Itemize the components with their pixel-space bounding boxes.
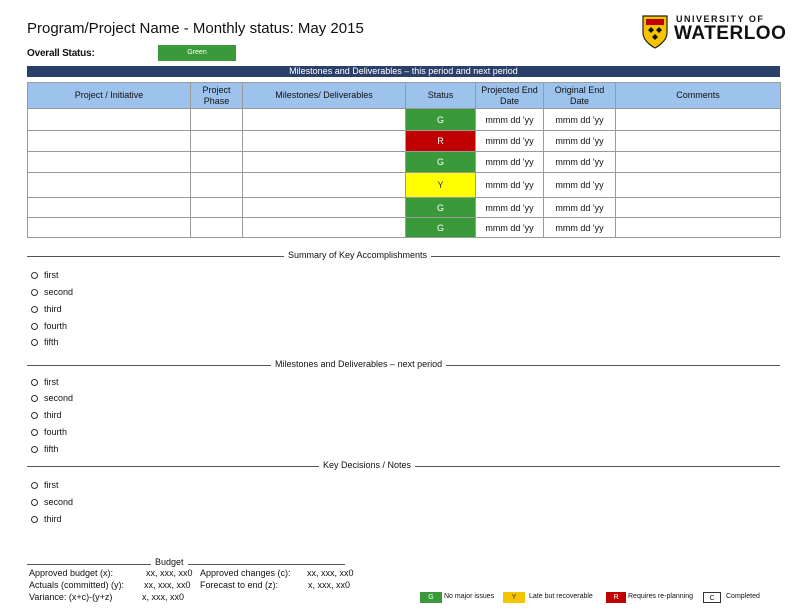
status-cell: G — [406, 152, 476, 173]
list-item: first — [31, 270, 59, 280]
column-header: Comments — [616, 83, 781, 109]
approved-changes-label: Approved changes (c): — [200, 568, 291, 578]
projected-date: mmm dd 'yy — [476, 173, 544, 198]
bullet-circle-icon — [31, 306, 38, 313]
status-cell: G — [406, 109, 476, 131]
bullet-circle-icon — [31, 429, 38, 436]
project-cell[interactable] — [28, 218, 191, 238]
list-item: third — [31, 304, 62, 314]
column-header: Status — [406, 83, 476, 109]
project-cell[interactable] — [28, 152, 191, 173]
list-item: fourth — [31, 321, 67, 331]
list-item: first — [31, 480, 59, 490]
approved-changes-value: xx, xxx, xx0 — [307, 568, 354, 578]
shield-crest-icon — [642, 15, 668, 49]
bullet-circle-icon — [31, 412, 38, 419]
project-cell[interactable] — [28, 109, 191, 131]
status-cell: G — [406, 198, 476, 218]
phase-cell[interactable] — [191, 109, 243, 131]
projected-date: mmm dd 'yy — [476, 131, 544, 152]
legend-completed-label: Completed — [726, 593, 760, 600]
comments-cell[interactable] — [616, 131, 781, 152]
list-item: fifth — [31, 337, 59, 347]
status-cell: G — [406, 218, 476, 238]
phase-cell[interactable] — [191, 131, 243, 152]
milestone-cell[interactable] — [243, 198, 406, 218]
status-cell: R — [406, 131, 476, 152]
legend-yellow-label: Late but recoverable — [529, 593, 593, 600]
bullet-circle-icon — [31, 395, 38, 402]
column-header: Original End Date — [544, 83, 616, 109]
milestone-cell[interactable] — [243, 131, 406, 152]
bullet-circle-icon — [31, 379, 38, 386]
milestones-table — [27, 82, 781, 238]
table-row — [28, 109, 781, 131]
forecast-label: Forecast to end (z): — [200, 580, 279, 590]
milestone-cell[interactable] — [243, 152, 406, 173]
list-item: third — [31, 514, 62, 524]
accomplishments-title: Summary of Key Accomplishments — [284, 250, 431, 260]
university-logo — [640, 14, 787, 50]
original-date: mmm dd 'yy — [544, 218, 616, 238]
bullet-circle-icon — [31, 482, 38, 489]
table-row — [28, 198, 781, 218]
project-cell[interactable] — [28, 131, 191, 152]
project-cell[interactable] — [28, 198, 191, 218]
milestone-cell[interactable] — [243, 218, 406, 238]
table-row — [28, 173, 781, 198]
page-title: Program/Project Name - Monthly status: May 2015 — [27, 20, 364, 37]
list-item: second — [31, 497, 73, 507]
phase-cell[interactable] — [191, 218, 243, 238]
phase-cell[interactable] — [191, 198, 243, 218]
overall-status-label: Overall Status: — [27, 48, 95, 59]
legend-red-swatch: R — [606, 592, 626, 603]
milestones-band: Milestones and Deliverables – this period and next period — [27, 66, 780, 77]
legend-yellow-swatch: Y — [503, 592, 525, 603]
column-header: Projected End Date — [476, 83, 544, 109]
list-item: second — [31, 393, 73, 403]
list-item: fourth — [31, 427, 67, 437]
projected-date: mmm dd 'yy — [476, 109, 544, 131]
bullet-circle-icon — [31, 446, 38, 453]
table-row — [28, 152, 781, 173]
project-cell[interactable] — [28, 173, 191, 198]
legend-green-swatch: G — [420, 592, 442, 603]
bullet-circle-icon — [31, 272, 38, 279]
bullet-circle-icon — [31, 499, 38, 506]
projected-date: mmm dd 'yy — [476, 152, 544, 173]
bullet-circle-icon — [31, 516, 38, 523]
bullet-circle-icon — [31, 339, 38, 346]
comments-cell[interactable] — [616, 218, 781, 238]
budget-title: Budget — [151, 557, 188, 567]
original-date: mmm dd 'yy — [544, 131, 616, 152]
original-date: mmm dd 'yy — [544, 173, 616, 198]
logo-text-university: UNIVERSITY OF — [676, 14, 765, 24]
table-row — [28, 131, 781, 152]
decisions-title: Key Decisions / Notes — [319, 460, 415, 470]
forecast-value: x, xxx, xx0 — [308, 580, 351, 590]
variance-label: Variance: (x+c)-(y+z) — [29, 592, 113, 602]
column-header: Project Phase — [191, 83, 243, 109]
projected-date: mmm dd 'yy — [476, 218, 544, 238]
logo-text-waterloo: WATERLOO — [674, 23, 787, 44]
table-row — [28, 218, 781, 238]
legend-green-label: No major issues — [444, 593, 495, 600]
overall-status-badge: Green — [158, 45, 236, 61]
actuals-value: xx, xxx, xx0 — [144, 580, 191, 590]
legend-completed-swatch: C — [703, 592, 721, 603]
actuals-label: Actuals (committed) (y): — [29, 580, 125, 590]
column-header: Milestones/ Deliverables — [243, 83, 406, 109]
list-item: third — [31, 410, 62, 420]
phase-cell[interactable] — [191, 152, 243, 173]
bullet-circle-icon — [31, 323, 38, 330]
phase-cell[interactable] — [191, 173, 243, 198]
column-header: Project / Initiative — [28, 83, 191, 109]
original-date: mmm dd 'yy — [544, 109, 616, 131]
comments-cell[interactable] — [616, 109, 781, 131]
comments-cell[interactable] — [616, 152, 781, 173]
approved-budget-label: Approved budget (x): — [29, 568, 114, 578]
original-date: mmm dd 'yy — [544, 152, 616, 173]
variance-value: x, xxx, xx0 — [142, 592, 185, 602]
list-item: second — [31, 287, 73, 297]
milestone-cell[interactable] — [243, 109, 406, 131]
milestone-cell[interactable] — [243, 173, 406, 198]
legend-red-label: Requires re-planning — [628, 593, 693, 600]
list-item: first — [31, 377, 59, 387]
list-item: fifth — [31, 444, 59, 454]
next-period-title: Milestones and Deliverables – next period — [271, 359, 446, 369]
projected-date: mmm dd 'yy — [476, 198, 544, 218]
comments-cell[interactable] — [616, 198, 781, 218]
bullet-circle-icon — [31, 289, 38, 296]
comments-cell[interactable] — [616, 173, 781, 198]
approved-budget-value: xx, xxx, xx0 — [146, 568, 193, 578]
status-cell: Y — [406, 173, 476, 198]
table-header-row — [28, 83, 781, 109]
original-date: mmm dd 'yy — [544, 198, 616, 218]
